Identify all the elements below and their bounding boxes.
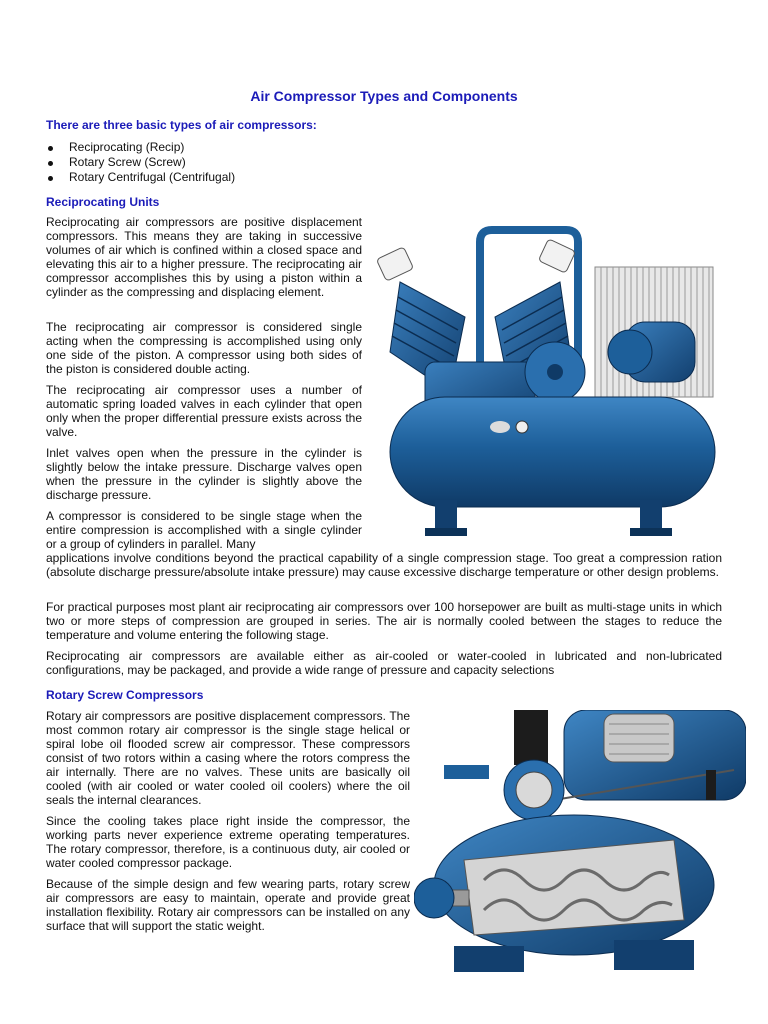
rotary-heading: Rotary Screw Compressors [46, 688, 204, 702]
recip-paragraph-4: Inlet valves open when the pressure in the cylinder is slightly below the intake pressure. Discharge valves open when the pressure in the cylinder is slightly above the discharge pressure. [46, 446, 362, 502]
recip-paragraph-7: Reciprocating air compressors are available either as air-cooled or water-cooled in lubricated and non-lubricated configurations, may be packaged, and provide a wide range of pressure and capacity selections [46, 649, 722, 677]
recip-paragraph-5: A compressor is considered to be single stage when the entire compression is accomplished with a single cylinder or a group of cylinders in parallel. Many [46, 509, 362, 551]
recip-paragraph-6: For practical purposes most plant air reciprocating air compressors over 100 horsepower are built as multi-stage units in which two or more steps of compression are grouped in series. The air is normally cooled between the stages to reduce the temperature and volume entering the following stage. [46, 600, 722, 642]
list-item: Rotary Screw (Screw) [46, 155, 235, 170]
reciprocating-compressor-image [370, 222, 730, 544]
recip-paragraph-2: The reciprocating air compressor is considered single acting when the compressing is accomplished using only one side of the piston. A compressor using both sides of the piston is considered double acting. [46, 320, 362, 376]
rotary-paragraph-1: Rotary air compressors are positive displacement compressors. The most common rotary air compressor is the single stage helical or spiral lobe oil flooded screw air compressor. These compressors consist of two rotors within a casing where the rotors compress the air internally. There are no valves. These units are basically oil cooled (with air cooled or water cooled oil coolers) where the oil seals the internal clearances. [46, 709, 410, 807]
recip-paragraph-5-continued: applications involve conditions beyond the practical capability of a single compression stage. Too great a compression ration (absolute discharge pressure/absolute intake pressure) may cause excessive discharge temperature or other design problems. [46, 551, 722, 579]
rotary-paragraph-2: Since the cooling takes place right inside the compressor, the working parts never experience extreme operating temperatures. The rotary compressor, therefore, is a continuous duty, air cooled or water cooled compressor package. [46, 814, 410, 870]
rotary-screw-compressor-illustration [414, 710, 746, 978]
page-title: Air Compressor Types and Components [250, 88, 518, 104]
intro-heading: There are three basic types of air compressors: [46, 118, 317, 132]
recip-paragraph-1: Reciprocating air compressors are positive displacement compressors. This means they are taking in successive volumes of air which is confined within a closed space and elevating this air to a higher pressure. The reciprocating air compressor accomplishes this by using a piston within a cylinder as the compressing and displacing element. [46, 215, 362, 299]
recip-heading: Reciprocating Units [46, 195, 160, 209]
compressor-types-list [46, 140, 235, 185]
list-item: Rotary Centrifugal (Centrifugal) [46, 170, 235, 185]
reciprocating-compressor-illustration [370, 222, 730, 544]
rotary-screw-compressor-image [414, 710, 746, 978]
recip-paragraph-3: The reciprocating air compressor uses a number of automatic spring loaded valves in each cylinder that open only when the proper differential pressure exists across the valve. [46, 383, 362, 439]
rotary-paragraph-3: Because of the simple design and few wearing parts, rotary screw air compressors are easy to maintain, operate and provide great installation flexibility. Rotary air compressors can be installed on any surface that will support the static weight. [46, 877, 410, 933]
list-item: Reciprocating (Recip) [46, 140, 235, 155]
